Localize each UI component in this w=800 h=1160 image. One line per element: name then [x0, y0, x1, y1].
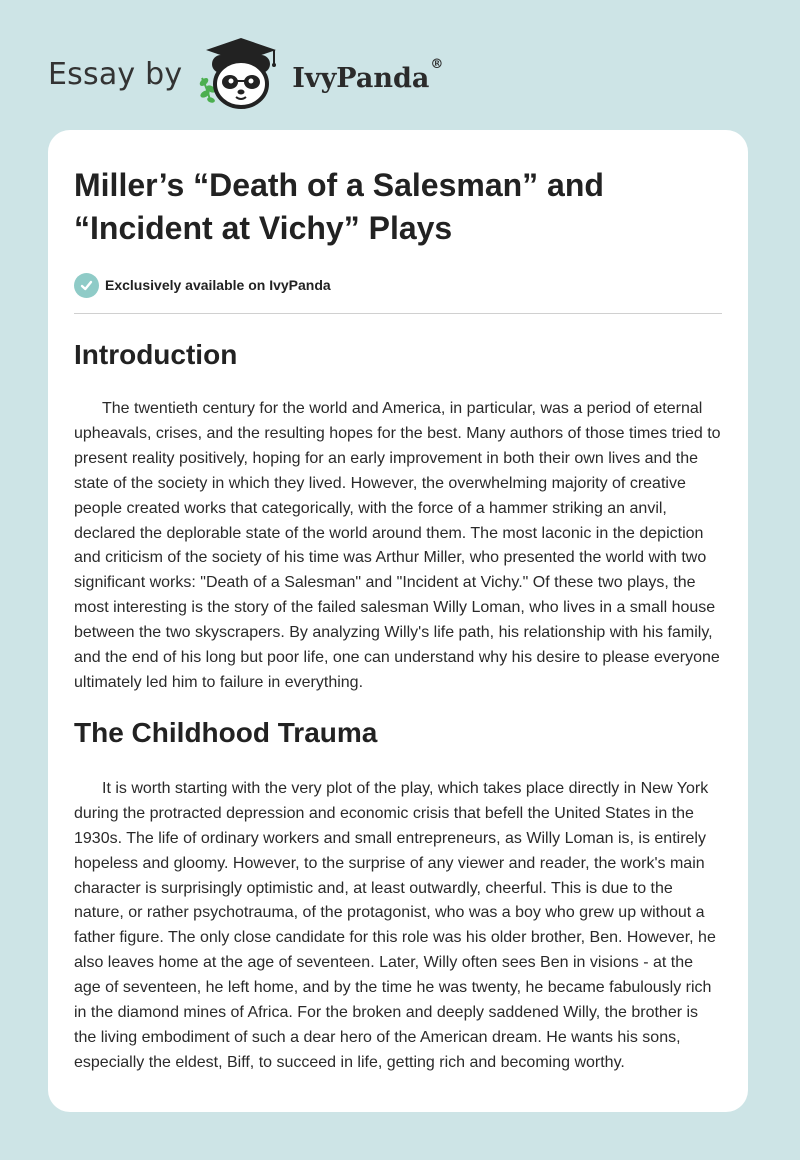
section-paragraph-childhood-trauma: It is worth starting with the very plot of the play, which takes place directly in New York during the protracted depression and economic crisis that befell the United States in the 1930s. The life of ordinary workers and small entrepreneurs, as Willy Loman is, is entirely hopeless and gloomy. However, to the surprise of any viewer and reader, the work's main character is surprisingly optimistic and, at least outwardly, cheerful. This is due to the nature, or rather psychotrauma, of the protagonist, who was a boy who grew up without a father figure. The only close candidate for this role was his older brother, Ben. However, he also leaves home at the age of seventeen. Later, Willy often sees Ben in visions - at the age of seventeen, he left home, and by the time he was twenty, he became fabulously rich in the diamond mines of Africa. For the broken and deeply saddened Willy, the brother is the living embodiment of such a dear hero of the American dream. He wants his sons, especially the eldest, Biff, to succeed in life, getting rich and becoming worthy.	[74, 779, 716, 1071]
site-brand[interactable]	[48, 34, 443, 114]
essay-by-label: Essay by	[48, 56, 183, 92]
check-icon	[74, 273, 99, 298]
section-paragraph-introduction: The twentieth century for the world and America, in particular, was a period of eternal upheavals, crises, and the resulting hopes for the best. Many authors of those times tried to present reality positively, hoping for an early improvement in both their own lives and the state of the society in which they lived. However, the overwhelming majority of creative people created works that categorically, with the force of a hammer striking an anvil, declared the deplorable state of the world around them. The most laconic in the depiction and criticism of the society of his time was Arthur Miller, who presented the world with two significant works: "Death of a Salesman" and "Incident at Vichy." Of these two plays, the most interesting is the story of the failed salesman Willy Loman, who lives in a small house between the two skyscrapers. By analyzing Willy's life path, his relationship with his family, and the end of his long but poor life, one can understand why his desire to please everyone ultimately led him to failure in everything.	[74, 400, 721, 691]
registered-mark: ®	[430, 56, 444, 72]
exclusive-badge	[74, 270, 722, 300]
section-heading-childhood-trauma: The Childhood Trauma	[74, 716, 378, 748]
panda-logo-icon	[196, 34, 286, 114]
essay-title: Miller’s “Death of a Salesman” and “Incident at Vichy” Plays	[74, 167, 604, 246]
essay-card	[48, 130, 748, 1112]
ivypanda-logo-text: IvyPanda®	[292, 56, 444, 94]
section-heading-introduction: Introduction	[74, 339, 238, 370]
divider	[74, 313, 722, 314]
exclusive-label: Exclusively available on IvyPanda	[105, 277, 331, 293]
